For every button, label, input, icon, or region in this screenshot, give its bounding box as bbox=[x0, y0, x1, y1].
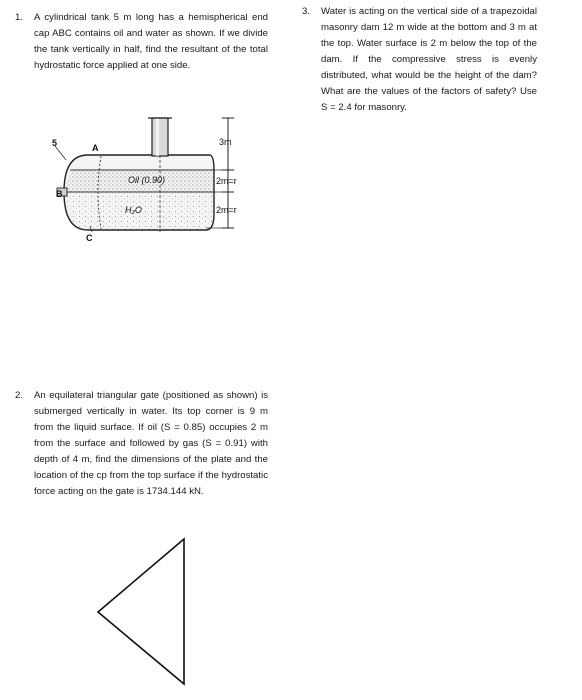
label-B: B bbox=[56, 189, 63, 199]
water-label: H₂O bbox=[125, 205, 142, 215]
dim-top-label: 3m bbox=[219, 137, 232, 147]
dim-mid-label: 2m=r bbox=[216, 176, 237, 186]
problem-text: An equilateral triangular gate (positioned as shown) is submerged vertically in water. Its top corner is 9 m from the liquid surface. If oil (S = 0.85) occupies 2 m from the surface and followed by gas (S = 0.91) with depth of 4 m, find the dimensions of the plate and the location of the cp from the top surface if the hydrostatic force acting on the gate is 1734.144 kN. bbox=[34, 390, 268, 497]
problem-text: A cylindrical tank 5 m long has a hemispherical end cap ABC contains oil and water as shown. If we divide the tank vertically in half, find the resultant of the total hydrostatic force applied at one side. bbox=[34, 12, 268, 71]
problem-number: 2. bbox=[15, 390, 24, 401]
triangular-gate bbox=[98, 539, 184, 684]
problem-text: Water is acting on the vertical side of a trapezoidal masonry dam 12 m wide at the bottom and 3 m at the top. Water surface is 2 m below the top of the dam. If the compressive stress is evenly distributed, what would be the height of the dam? What are the values of the factors of safety? Use S = 2.4 for masonry. bbox=[321, 6, 537, 113]
label-A: A bbox=[92, 143, 99, 153]
problem-number: 1. bbox=[15, 12, 24, 23]
tank-figure bbox=[52, 118, 237, 243]
dim-bot-label: 2m=r bbox=[216, 205, 237, 215]
oil-label: Oil (0.90) bbox=[128, 175, 166, 185]
problem-number: 3. bbox=[302, 6, 311, 17]
label-C: C bbox=[86, 233, 93, 243]
label-5: 5 bbox=[52, 138, 58, 148]
riser-pipe bbox=[152, 118, 168, 156]
leader-5 bbox=[55, 146, 66, 160]
